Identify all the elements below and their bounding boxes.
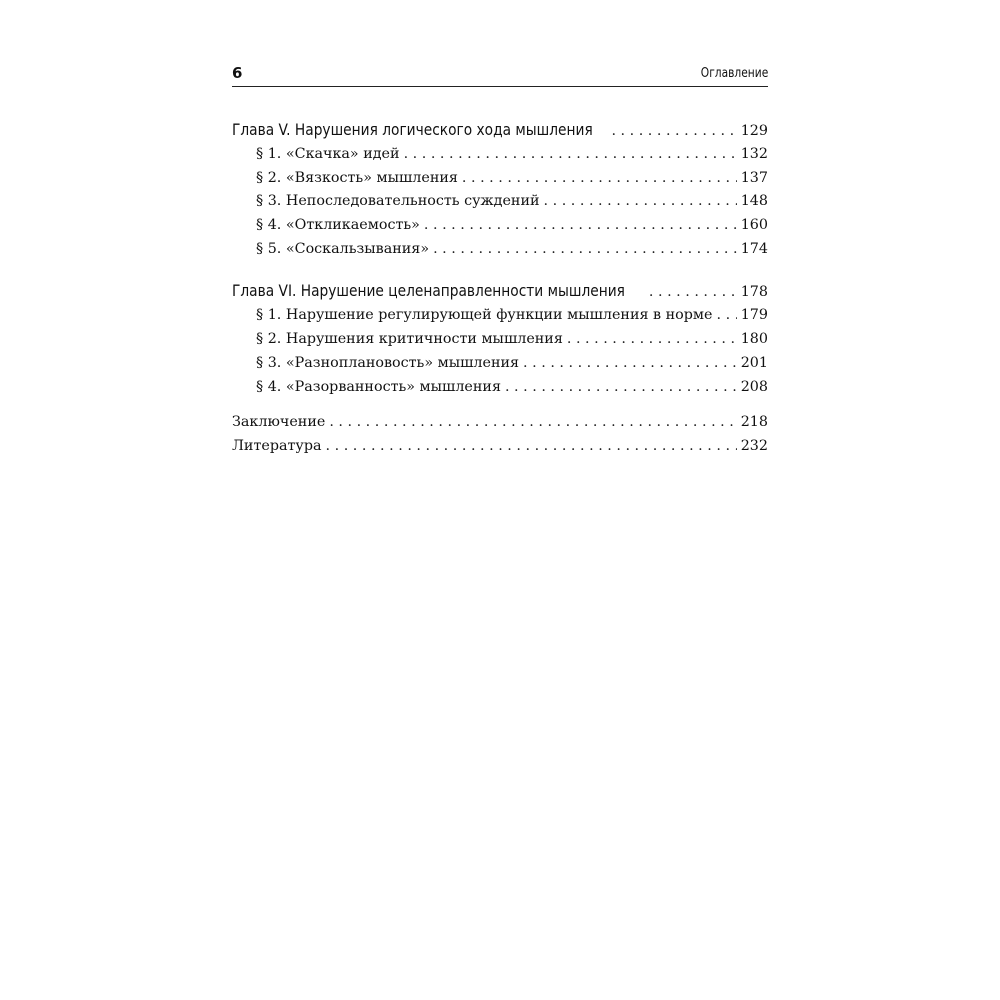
dot-leader bbox=[329, 414, 736, 430]
toc-chapter-title: Глава VI. Нарушение целенаправленности мышления bbox=[232, 281, 625, 301]
running-title: Оглавление bbox=[700, 66, 768, 81]
toc-section-title: § 1. Нарушение регулирующей функции мышления в норме bbox=[256, 307, 713, 324]
toc-section-title: § 4. «Откликаемость» bbox=[256, 217, 420, 234]
spacer bbox=[232, 402, 768, 414]
toc-page-number: 137 bbox=[740, 169, 768, 186]
toc-section-title: § 2. Нарушения критичности мышления bbox=[256, 331, 563, 348]
toc-page-number: 201 bbox=[740, 354, 768, 371]
toc-conclusion[interactable] bbox=[232, 414, 768, 438]
toc-entry-title: Заключение bbox=[232, 414, 326, 431]
dot-leader bbox=[717, 307, 737, 323]
dot-leader bbox=[404, 146, 737, 162]
toc-page-number: 178 bbox=[740, 284, 768, 301]
toc-section-title: § 4. «Разорванность» мышления bbox=[256, 378, 501, 395]
dot-leader bbox=[523, 355, 737, 371]
toc-section[interactable] bbox=[232, 146, 768, 170]
toc-section[interactable] bbox=[232, 331, 768, 355]
toc-page-number: 218 bbox=[740, 414, 768, 431]
toc-section-title: § 2. «Вязкость» мышления bbox=[256, 169, 458, 186]
dot-leader bbox=[567, 331, 737, 347]
toc-section-title: § 3. «Разноплановость» мышления bbox=[256, 354, 520, 371]
toc-literature[interactable] bbox=[232, 438, 768, 462]
toc-page-number: 232 bbox=[740, 437, 768, 454]
toc-page-number: 129 bbox=[740, 123, 768, 139]
toc-section[interactable] bbox=[232, 241, 768, 265]
table-of-contents bbox=[232, 120, 768, 462]
toc-entry-title: Литература bbox=[232, 437, 322, 454]
spacer bbox=[232, 264, 768, 281]
toc-section[interactable] bbox=[232, 193, 768, 217]
dot-leader bbox=[326, 438, 737, 454]
running-head bbox=[232, 62, 768, 87]
toc-page-number: 180 bbox=[740, 331, 768, 348]
toc-page-number: 132 bbox=[740, 146, 768, 162]
dot-leader bbox=[424, 217, 737, 233]
toc-chapter-5[interactable] bbox=[232, 120, 768, 146]
toc-section-title: § 1. «Скачка» идей bbox=[256, 146, 400, 162]
toc-section[interactable] bbox=[232, 307, 768, 331]
toc-chapter-title: Глава V. Нарушения логического хода мышления bbox=[232, 120, 593, 139]
toc-chapter-6[interactable] bbox=[232, 281, 768, 307]
toc-page-number: 160 bbox=[740, 217, 768, 234]
dot-leader bbox=[649, 284, 737, 300]
toc-page-number: 148 bbox=[740, 193, 768, 210]
dot-leader bbox=[544, 193, 737, 209]
toc-section[interactable] bbox=[232, 217, 768, 241]
dot-leader bbox=[611, 123, 736, 139]
page-number: 6 bbox=[232, 64, 243, 82]
toc-page-number: 208 bbox=[740, 378, 768, 395]
dot-leader bbox=[505, 379, 737, 395]
dot-leader bbox=[433, 241, 737, 257]
toc-section[interactable] bbox=[232, 355, 768, 379]
dot-leader bbox=[462, 170, 737, 186]
toc-section[interactable] bbox=[232, 170, 768, 194]
toc-section-title: § 3. Непоследовательность суждений bbox=[256, 193, 540, 210]
toc-section[interactable] bbox=[232, 379, 768, 403]
toc-page-number: 174 bbox=[740, 240, 768, 257]
toc-page-number: 179 bbox=[740, 307, 768, 324]
toc-section-title: § 5. «Соскальзывания» bbox=[256, 240, 430, 257]
